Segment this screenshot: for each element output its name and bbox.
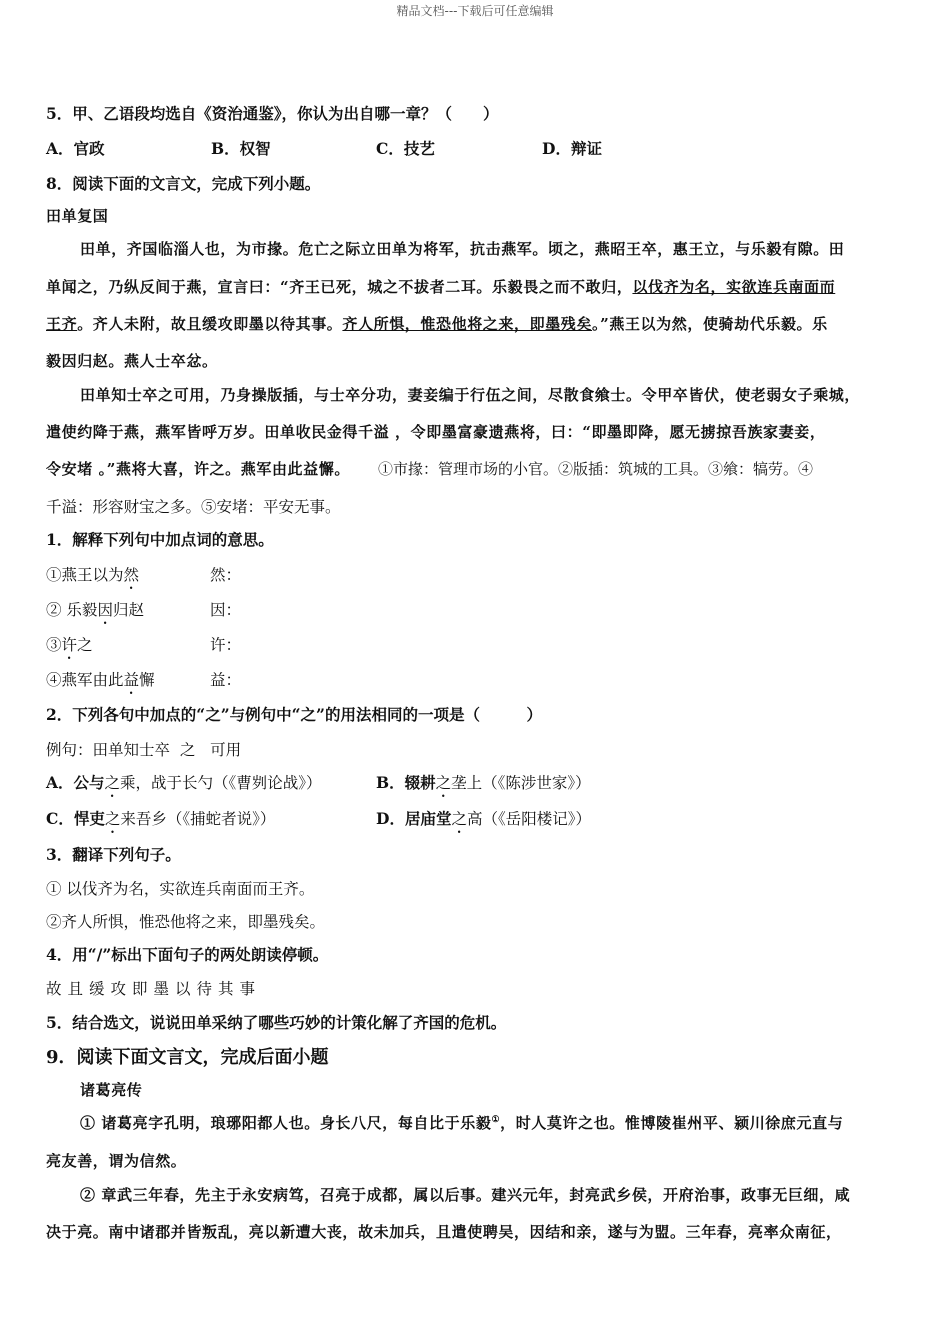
passage-2-title: 诸葛亮传 [80, 1081, 143, 1099]
subquestion-5: 5．结合选文，说说田单采纳了哪些巧妙的计策化解了齐国的危机。 [46, 1013, 507, 1032]
footnotes-continued: 千溢：形容财宝之多。⑤安堵：平安无事。 [46, 498, 341, 516]
option-d: D．居庙堂之高（《岳阳楼记》） [376, 809, 591, 828]
passage-p1-line2: 单闻之，乃纵反间于燕，宣言曰：“齐王已死，城之不拔者二耳。乐毅畏之而不敢归，以伐齐为名，实欲连兵南面而 [46, 278, 836, 296]
subquestion-4: 4．用“/”标出下面句子的两处朗读停顿。 [46, 945, 329, 964]
subquestion-3: 3．翻译下列句子。 [46, 845, 181, 864]
passage-2-p2-line2: 决于亮。南中诸郡并皆叛乱，亮以新遭大丧，故未加兵，且遣使聘吴，因结和亲，遂与为盟。三年春，亮率众南征， [46, 1223, 842, 1241]
passage-title: 田单复国 [46, 207, 109, 225]
subquestion-1-item-1: ①燕王以为然 然： [46, 566, 242, 584]
subquestion-1-item-3: ③许之 许： [46, 636, 242, 654]
subquestion-4-sentence: 故且缓攻即墨以待其事 [46, 980, 262, 998]
option-b: B．辍耕之垄上（《陈涉世家》） [376, 773, 591, 792]
subquestion-2-example: 例句：田单知士卒 之 可用 [46, 741, 242, 759]
passage-2-p1-line2: 亮友善，谓为信然。 [46, 1152, 187, 1170]
option-a: A．公与之乘，战于长勺（《曹刿论战》） [46, 773, 322, 792]
passage-p1-line1: 田单，齐国临淄人也，为市掾。危亡之际立田单为将军，抗击燕军。顷之，燕昭王卒，惠王立，与乐毅有隙。田 [80, 240, 845, 258]
passage-p2-line2: 遣使约降于燕，燕军皆呼万岁。田单收民金得千溢 ，令即墨富豪遗燕将，曰：“即墨即降，愿无掳掠吾族家妻妾， [46, 423, 826, 441]
passage-2-p1-line1: ① 诸葛亮字孔明，琅琊阳都人也。身长八尺，每自比于乐毅①，时人莫许之也。惟博陵崔州平、颍川徐庶元直与 [80, 1114, 844, 1132]
subquestion-1-item-2: ② 乐毅因归赵 因： [46, 601, 242, 619]
subquestion-1-item-4: ④燕军由此益懈 益： [46, 671, 242, 689]
option-b: B．权智 [211, 139, 271, 158]
passage-p2-line1: 田单知士卒之可用，乃身操版插，与士卒分功，妻妾编于行伍之间，尽散食飨士。令甲卒皆伏，使老弱女子乘城， [80, 386, 861, 404]
question-8-intro: 8．阅读下面的文言文，完成下列小题。 [46, 174, 321, 193]
option-a: A．官政 [46, 139, 105, 158]
passage-p2-line3: 令安堵 。”燕将大喜，许之。燕军由此益懈。 ①市掾：管理市场的小官。②版插：筑城的工具。③飨：犒劳。④ [46, 460, 813, 478]
subquestion-2-options-ab [46, 771, 591, 801]
question-5-prev: 5．甲、乙语段均选自《资治通鉴》，你认为出自哪一章？（ ） [46, 104, 499, 123]
subquestion-3-sentence-1: ① 以伐齐为名，实欲连兵南面而王齐。 [46, 880, 315, 898]
passage-p1-line3: 王齐。齐人未附，故且缓攻即墨以待其事。齐人所惧，惟恐他将之来，即墨残矣。”燕王以为然，使骑劫代乐毅。乐 [46, 315, 828, 333]
passage-2-p2-line1: ② 章武三年春，先主于永安病笃，召亮于成都，属以后事。建兴元年，封亮武乡侯，开府治事，政事无巨细，咸 [80, 1186, 851, 1204]
question-9-intro: 9．阅读下面文言文，完成后面小题 [46, 1047, 329, 1068]
option-d: D．辩证 [542, 139, 602, 158]
subquestion-2-options-cd [46, 807, 591, 837]
subquestion-3-sentence-2: ②齐人所惧，惟恐他将之来，即墨残矣。 [46, 913, 326, 931]
footnotes: ①市掾：管理市场的小官。②版插：筑城的工具。③飨：犒劳。④ [377, 460, 813, 478]
page-header: 精品文档---下载后可任意编辑 [396, 4, 554, 18]
subquestion-2: 2．下列各句中加点的“之”与例句中“之”的用法相同的一项是（ ） [46, 705, 542, 724]
option-c: C．技艺 [376, 139, 435, 158]
passage-p1-line4: 毅因归赵。燕人士卒忿。 [46, 352, 218, 370]
subquestion-1: 1．解释下列句中加点词的意思。 [46, 530, 274, 549]
option-c: C．悍吏之来吾乡（《捕蛇者说》） [46, 809, 276, 828]
